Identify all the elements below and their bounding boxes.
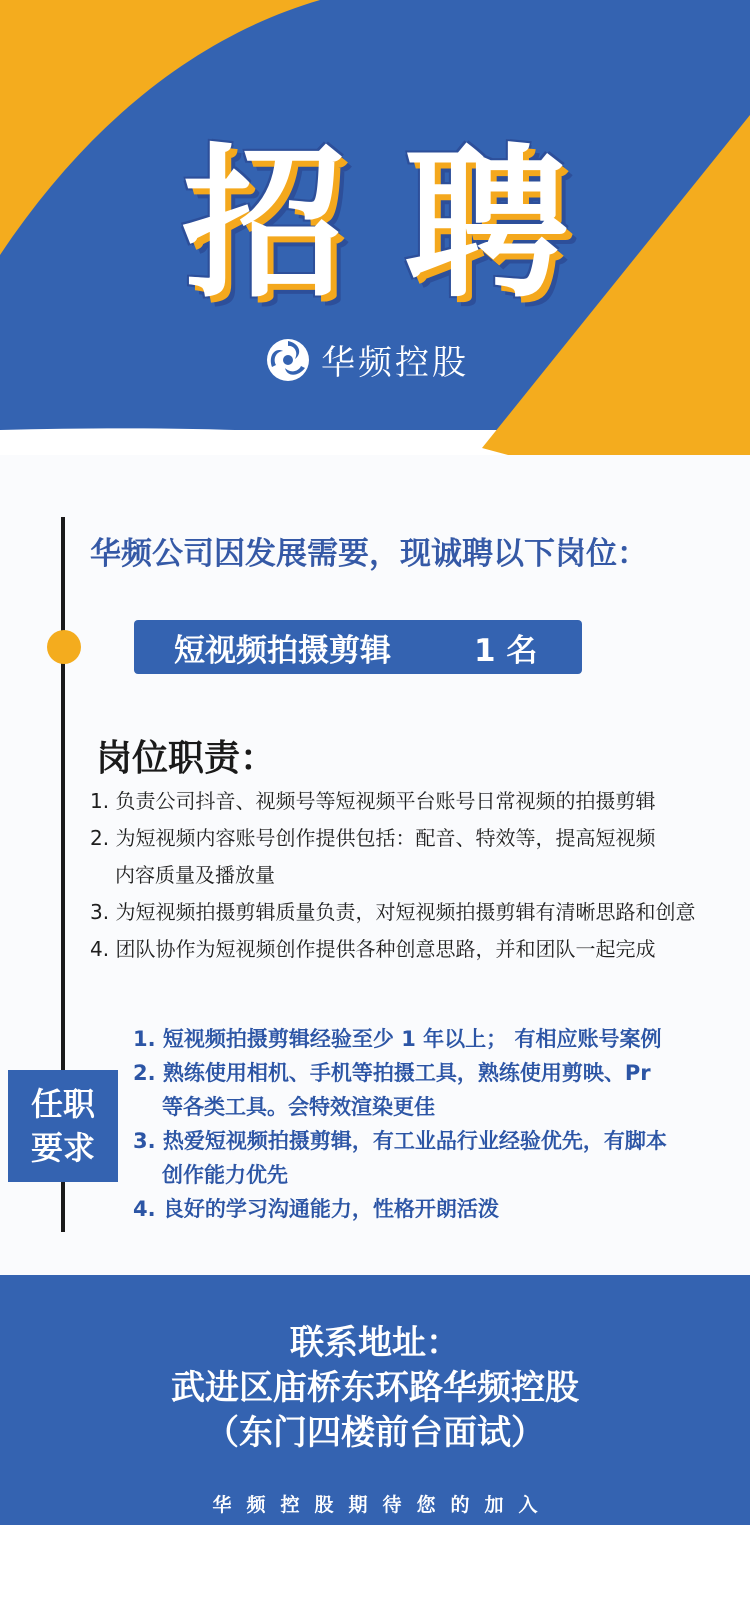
timeline-dot: [47, 630, 81, 664]
position-name: 短视频拍摄剪辑: [174, 632, 391, 669]
requirement-text: 2. 熟练使用相机、手机等拍摄工具，熟练使用剪映、Pr: [133, 1061, 651, 1085]
duties-heading: 岗位职责：: [96, 738, 277, 779]
swirl-logo-icon: [265, 337, 311, 383]
requirement-item: [133, 1192, 743, 1226]
duty-item: [90, 783, 740, 820]
requirement-item: [133, 1022, 743, 1056]
hero-title: 招聘: [181, 129, 626, 320]
requirement-text: 3. 热爱短视频拍摄剪辑，有工业品行业经验优先，有脚本: [133, 1129, 667, 1153]
requirement-text: 4. 良好的学习沟通能力，性格开朗活泼: [133, 1197, 499, 1221]
contact-title: 联系地址：: [290, 1323, 460, 1363]
requirement-text-continued: 创作能力优先: [162, 1163, 288, 1187]
requirements-list: [133, 1022, 743, 1226]
requirements-label-line2: 要求: [30, 1129, 95, 1167]
duty-text-continued: 内容质量及播放量: [115, 863, 275, 887]
brand-name: 华频控股: [321, 343, 469, 383]
brand: [265, 335, 469, 384]
duty-item: [90, 894, 740, 931]
position-count: 1 名: [474, 632, 538, 669]
requirements-label-box: [8, 1070, 118, 1182]
intro-text: 华频公司因发展需要，现诚聘以下岗位：: [90, 536, 648, 572]
requirement-item: [133, 1056, 743, 1124]
duty-item: [90, 931, 740, 968]
contact-address: 武进区庙桥东环路华频控股: [171, 1368, 579, 1408]
requirements-label-line1: 任职: [30, 1085, 95, 1123]
slogan: 华频控股期待您的加入: [212, 1494, 553, 1516]
hero-bottom-curve: [0, 428, 482, 455]
duty-text: 4. 团队协作为短视频创作提供各种创意思路，并和团队一起完成: [90, 937, 656, 961]
duty-item: [90, 820, 740, 894]
requirement-text-continued: 等各类工具。会特效渲染更佳: [162, 1095, 435, 1119]
duties-list: [90, 783, 740, 968]
contact-note: （东门四楼前台面试）: [205, 1413, 545, 1453]
duty-text: 3. 为短视频拍摄剪辑质量负责，对短视频拍摄剪辑有清晰思路和创意: [90, 900, 696, 924]
duty-text: 1. 负责公司抖音、视频号等短视频平台账号日常视频的拍摄剪辑: [90, 789, 656, 813]
requirement-text: 1. 短视频拍摄剪辑经验至少 1 年以上； 有相应账号案例: [133, 1027, 662, 1051]
position-badge: [134, 620, 582, 674]
requirement-item: [133, 1124, 743, 1192]
duty-text: 2. 为短视频内容账号创作提供包括：配音、特效等，提高短视频: [90, 826, 656, 850]
